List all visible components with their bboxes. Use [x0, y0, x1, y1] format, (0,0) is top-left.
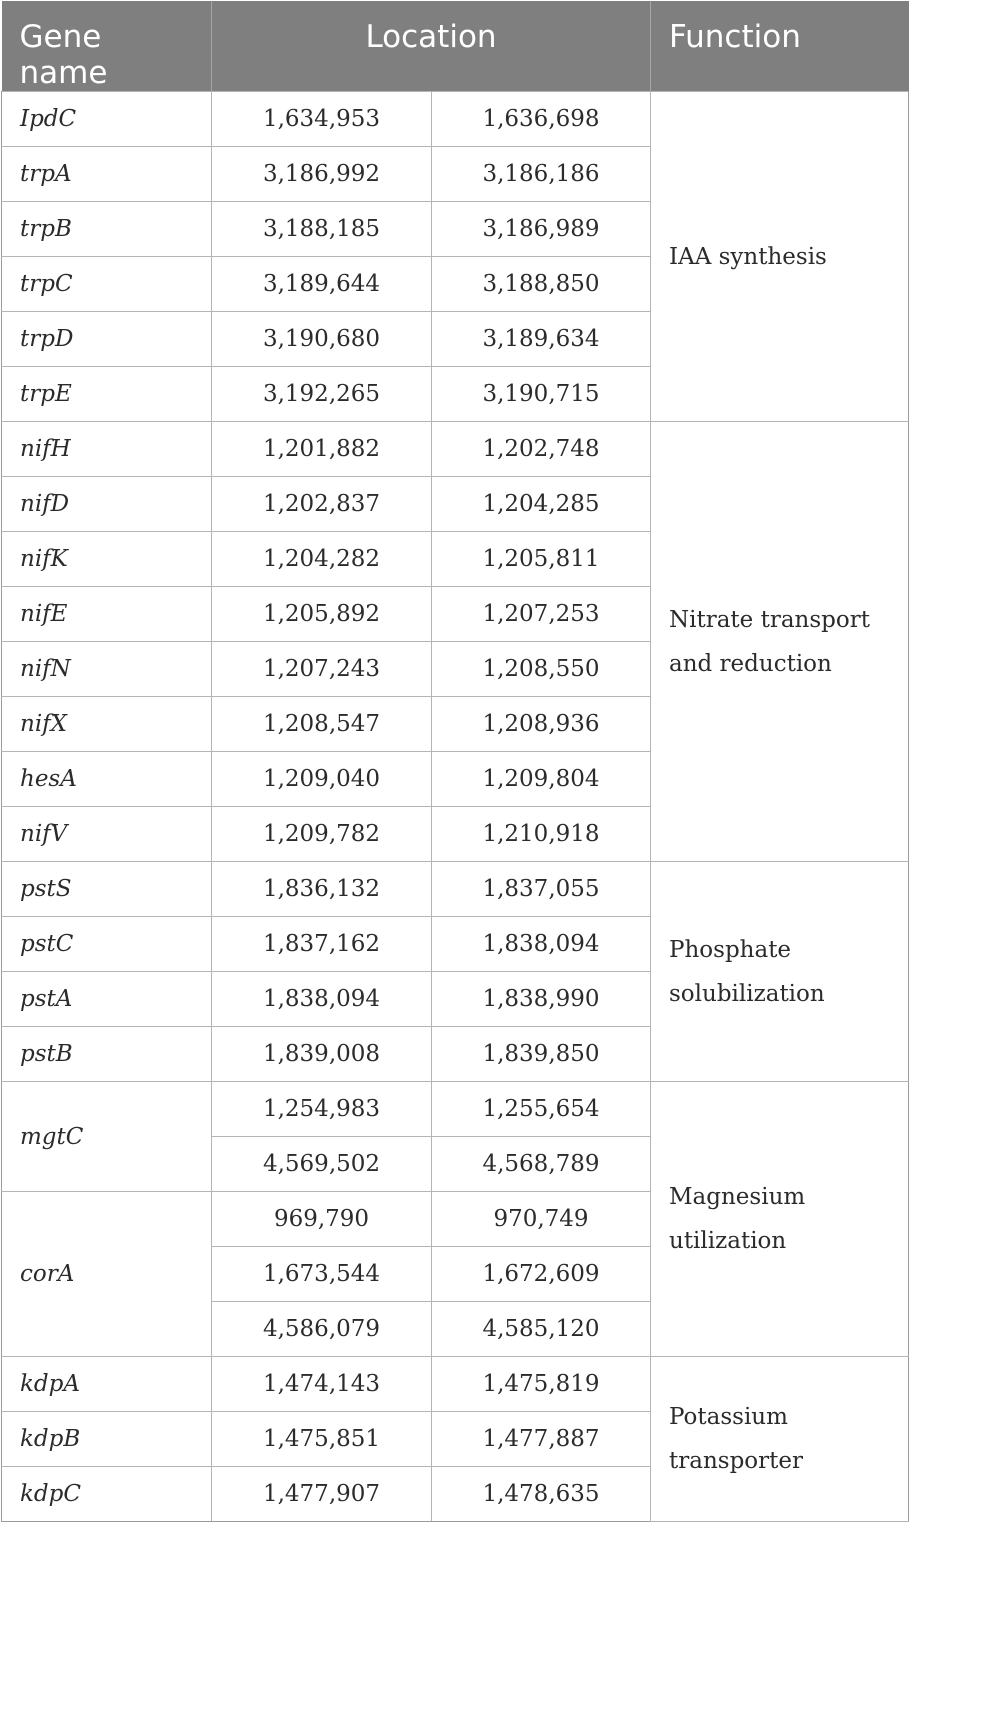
start-cell: 1,209,040 — [212, 752, 432, 807]
end-cell: 1,636,698 — [432, 92, 651, 147]
start-cell: 1,254,983 — [212, 1082, 432, 1137]
start-cell: 1,208,547 — [212, 697, 432, 752]
end-cell: 4,585,120 — [432, 1302, 651, 1357]
gene-cell: hesA — [2, 752, 212, 807]
gene-cell: nifK — [2, 532, 212, 587]
function-cell: Potassium transporter — [651, 1357, 909, 1522]
end-cell: 1,838,990 — [432, 972, 651, 1027]
end-cell: 1,204,285 — [432, 477, 651, 532]
start-cell: 1,202,837 — [212, 477, 432, 532]
table-row — [2, 92, 909, 147]
start-cell: 4,586,079 — [212, 1302, 432, 1357]
gene-cell: nifE — [2, 587, 212, 642]
end-cell: 1,672,609 — [432, 1247, 651, 1302]
function-cell: IAA synthesis — [651, 92, 909, 422]
table-row — [2, 422, 909, 477]
end-cell: 1,837,055 — [432, 862, 651, 917]
gene-cell: pstC — [2, 917, 212, 972]
gene-cell: kdpA — [2, 1357, 212, 1412]
start-cell: 1,634,953 — [212, 92, 432, 147]
start-cell: 1,477,907 — [212, 1467, 432, 1522]
start-cell: 1,838,094 — [212, 972, 432, 1027]
start-cell: 3,188,185 — [212, 202, 432, 257]
gene-cell: IpdC — [2, 92, 212, 147]
table-row — [2, 1357, 909, 1412]
start-cell: 1,201,882 — [212, 422, 432, 477]
end-cell: 1,205,811 — [432, 532, 651, 587]
end-cell: 3,189,634 — [432, 312, 651, 367]
end-cell: 1,475,819 — [432, 1357, 651, 1412]
start-cell: 1,475,851 — [212, 1412, 432, 1467]
end-cell: 3,186,989 — [432, 202, 651, 257]
end-cell: 3,190,715 — [432, 367, 651, 422]
end-cell: 1,255,654 — [432, 1082, 651, 1137]
gene-cell: mgtC — [2, 1082, 212, 1192]
table-row — [2, 1082, 909, 1137]
gene-cell: nifX — [2, 697, 212, 752]
start-cell: 3,190,680 — [212, 312, 432, 367]
gene-cell: nifH — [2, 422, 212, 477]
start-cell: 1,837,162 — [212, 917, 432, 972]
end-cell: 1,202,748 — [432, 422, 651, 477]
header-gene-name: Gene name — [2, 1, 212, 92]
gene-cell: pstS — [2, 862, 212, 917]
end-cell: 1,210,918 — [432, 807, 651, 862]
start-cell: 1,205,892 — [212, 587, 432, 642]
function-cell: Nitrate transport and reduction — [651, 422, 909, 862]
gene-cell: trpA — [2, 147, 212, 202]
start-cell: 1,836,132 — [212, 862, 432, 917]
end-cell: 1,207,253 — [432, 587, 651, 642]
gene-cell: pstA — [2, 972, 212, 1027]
end-cell: 1,209,804 — [432, 752, 651, 807]
gene-cell: kdpC — [2, 1467, 212, 1522]
gene-cell: nifV — [2, 807, 212, 862]
header-function: Function — [651, 1, 909, 92]
start-cell: 1,209,782 — [212, 807, 432, 862]
end-cell: 3,186,186 — [432, 147, 651, 202]
end-cell: 1,478,635 — [432, 1467, 651, 1522]
start-cell: 4,569,502 — [212, 1137, 432, 1192]
end-cell: 3,188,850 — [432, 257, 651, 312]
start-cell: 1,474,143 — [212, 1357, 432, 1412]
function-cell: Phosphate solubilization — [651, 862, 909, 1082]
start-cell: 1,839,008 — [212, 1027, 432, 1082]
end-cell: 1,208,936 — [432, 697, 651, 752]
start-cell: 3,186,992 — [212, 147, 432, 202]
start-cell: 1,204,282 — [212, 532, 432, 587]
gene-function-table — [1, 1, 909, 1522]
gene-cell: pstB — [2, 1027, 212, 1082]
end-cell: 1,838,094 — [432, 917, 651, 972]
end-cell: 4,568,789 — [432, 1137, 651, 1192]
end-cell: 1,477,887 — [432, 1412, 651, 1467]
gene-cell: trpB — [2, 202, 212, 257]
gene-cell: trpC — [2, 257, 212, 312]
end-cell: 1,208,550 — [432, 642, 651, 697]
gene-cell: corA — [2, 1192, 212, 1357]
end-cell: 970,749 — [432, 1192, 651, 1247]
end-cell: 1,839,850 — [432, 1027, 651, 1082]
gene-cell: nifN — [2, 642, 212, 697]
start-cell: 3,189,644 — [212, 257, 432, 312]
gene-cell: nifD — [2, 477, 212, 532]
start-cell: 1,673,544 — [212, 1247, 432, 1302]
header-row — [2, 1, 909, 92]
table-row — [2, 862, 909, 917]
start-cell: 969,790 — [212, 1192, 432, 1247]
gene-cell: trpD — [2, 312, 212, 367]
gene-cell: kdpB — [2, 1412, 212, 1467]
header-location: Location — [212, 1, 651, 92]
gene-cell: trpE — [2, 367, 212, 422]
function-cell: Magnesium utilization — [651, 1082, 909, 1357]
start-cell: 1,207,243 — [212, 642, 432, 697]
start-cell: 3,192,265 — [212, 367, 432, 422]
